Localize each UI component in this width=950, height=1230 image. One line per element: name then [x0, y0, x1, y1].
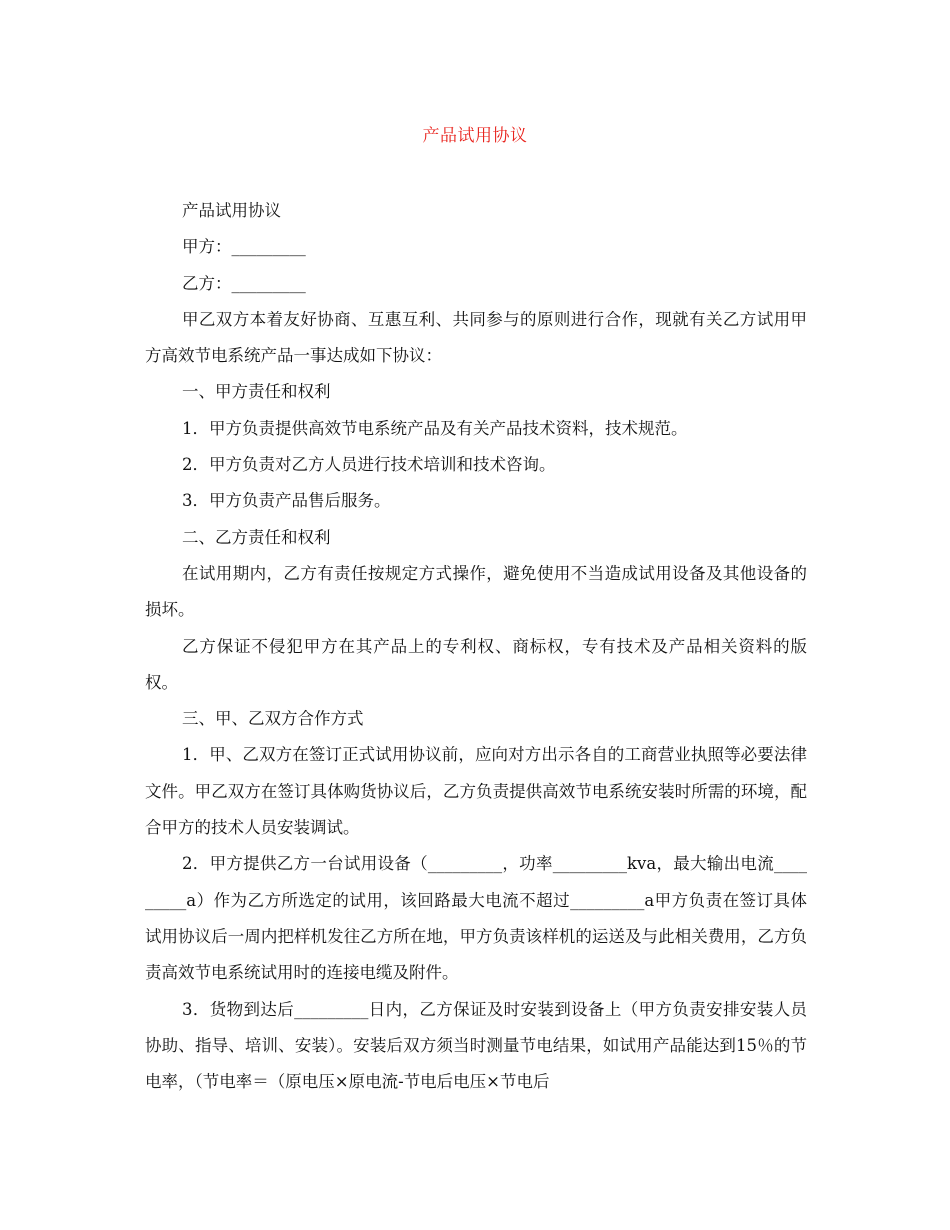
intro-paragraph: 甲乙双方本着友好协商、互惠互利、共同参与的原则进行合作，现就有关乙方试用甲方高效节电系统产品一事达成如下协议：: [145, 309, 807, 366]
party-a-line: 甲方：_________: [182, 237, 306, 257]
clause-3-1: 1．甲、乙双方在签订正式试用协议前，应向对方出示各自的工商营业执照等必要法律文件。甲乙双方在签订具体购货协议后，乙方负责提供高效节电系统安装时所需的环境，配合甲方的技术人员安装调试。: [145, 745, 807, 838]
party-b-line: 乙方：_________: [182, 273, 306, 293]
clause-2-2: 乙方保证不侵犯甲方在其产品上的专利权、商标权，专有技术及产品相关资料的版权。: [145, 636, 807, 692]
clause-3-3: 3．货物到达后_________日内，乙方保证及时安装到设备上（甲方负责安排安装人员协助、指导、培训、安装）。安装后双方须当时测量节电结果，如试用产品能达到15％的节电率，（节电率＝（原电压×原电流-节电后电压×节电后: [145, 999, 807, 1092]
heading-line: 产品试用协议: [182, 201, 281, 220]
document-body: [145, 193, 807, 1100]
clause-1-2: 2．甲方负责对乙方人员进行技术培训和技术咨询。: [182, 455, 556, 475]
section-heading-1: 一、甲方责任和权利: [182, 382, 331, 402]
section-heading-2: 二、乙方责任和权利: [182, 527, 331, 547]
section-heading-3: 三、甲、乙双方合作方式: [182, 709, 364, 729]
clause-1-3: 3．甲方负责产品售后服务。: [182, 491, 391, 511]
clause-1-1: 1．甲方负责提供高效节电系统产品及有关产品技术资料，技术规范。: [182, 418, 688, 438]
document-title: 产品试用协议: [422, 126, 528, 146]
clause-3-2: 2．甲方提供乙方一台试用设备（_________，功率_________kva，最大输出电流_________a）作为乙方所选定的试用，该回路最大电流不超过_________a甲方负责在签订具体试用协议后一周内把样机发往乙方所在地，甲方负责该样机的运送及与此相关费用，乙方负责高效节电系统试用时的连接电缆及附件。: [145, 854, 807, 983]
clause-2-1: 在试用期内，乙方有责任按规定方式操作，避免使用不当造成试用设备及其他设备的损坏。: [145, 563, 807, 620]
